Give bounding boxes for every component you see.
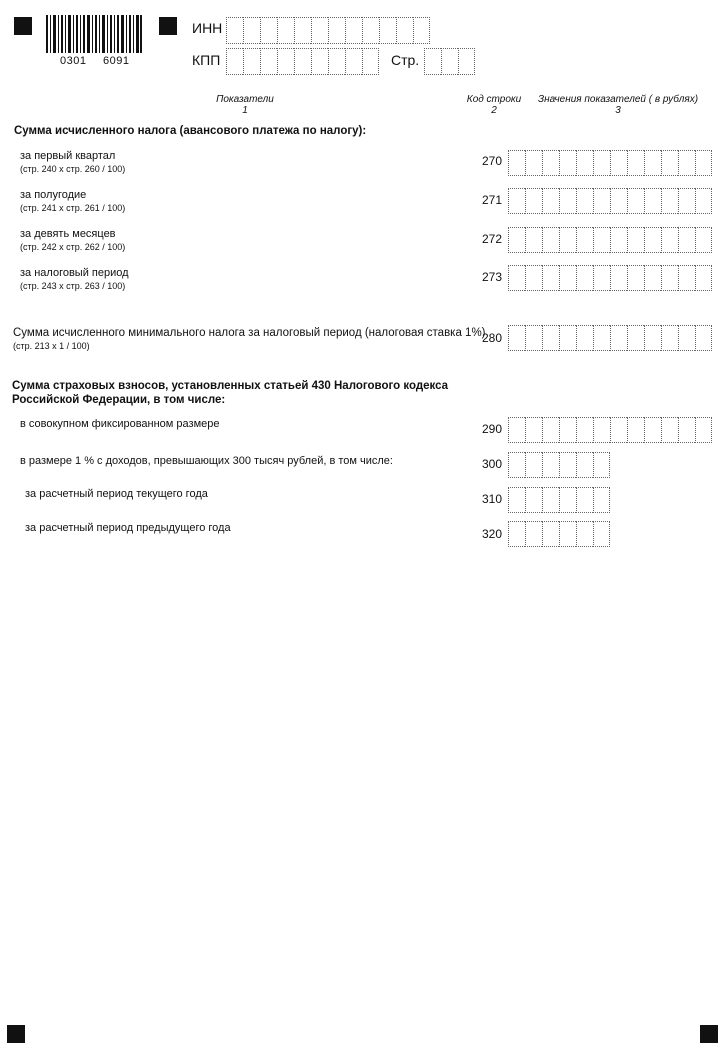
- value-field-290[interactable]: [508, 417, 712, 443]
- inn-field[interactable]: [226, 17, 430, 44]
- row-label-271: за полугодие (стр. 241 х стр. 261 / 100): [20, 189, 126, 213]
- corner-marker-bottom-left: [7, 1025, 25, 1043]
- kpp-label: КПП: [192, 52, 221, 68]
- row-code-271: 271: [482, 193, 503, 207]
- value-field-273[interactable]: [508, 265, 712, 291]
- row-code-310: 310: [482, 492, 503, 506]
- row-label-270: за первый квартал (стр. 240 х стр. 260 / 100): [20, 150, 126, 174]
- row-label-310: за расчетный период текущего года: [25, 488, 208, 500]
- value-field-300[interactable]: [508, 452, 610, 478]
- row-label-320: за расчетный период предыдущего года: [25, 522, 231, 534]
- row-label-290: в совокупном фиксированном размере: [20, 418, 220, 430]
- corner-marker-top-left: [14, 17, 32, 35]
- row-code-300: 300: [482, 457, 503, 471]
- row-label-280: Сумма исчисленного минимального налога за налоговый период (налоговая ставка 1%) (стр. 213 х 1 / 100): [13, 327, 486, 351]
- column-header-code: Код строки 2: [466, 94, 522, 116]
- row-code-272: 272: [482, 232, 503, 246]
- barcode-number-right: 6091: [103, 55, 130, 67]
- row-code-290: 290: [482, 422, 503, 436]
- row-label-272: за девять месяцев (стр. 242 х стр. 262 / 100): [20, 228, 126, 252]
- value-field-320[interactable]: [508, 521, 610, 547]
- page-number-field[interactable]: [424, 48, 475, 75]
- column-header-indicators: Показатели 1: [216, 94, 274, 116]
- row-code-270: 270: [482, 154, 503, 168]
- value-field-272[interactable]: [508, 227, 712, 253]
- section-title-tax: Сумма исчисленного налога (авансового платежа по налогу):: [14, 125, 367, 137]
- row-code-320: 320: [482, 527, 503, 541]
- section-title-contributions: Сумма страховых взносов, установленных статьей 430 Налогового кодекса Российской Федерации, в том числе:: [12, 380, 449, 406]
- value-field-280[interactable]: [508, 325, 712, 351]
- value-field-270[interactable]: [508, 150, 712, 176]
- value-field-271[interactable]: [508, 188, 712, 214]
- value-field-310[interactable]: [508, 487, 610, 513]
- corner-marker-bottom-right: [700, 1025, 718, 1043]
- row-code-273: 273: [482, 270, 503, 284]
- barcode: [46, 15, 142, 53]
- row-label-273: за налоговый период (стр. 243 х стр. 263 / 100): [20, 267, 129, 291]
- barcode-number-left: 0301: [60, 55, 87, 67]
- page-label: Стр.: [391, 52, 420, 68]
- row-label-300: в размере 1 % с доходов, превышающих 300 тысяч рублей, в том числе:: [20, 455, 393, 467]
- inn-label: ИНН: [192, 20, 223, 36]
- row-code-280: 280: [482, 331, 503, 345]
- column-header-values: Значения показателей ( в рублях) 3: [537, 94, 699, 116]
- corner-marker-top-right: [159, 17, 177, 35]
- kpp-field[interactable]: [226, 48, 379, 75]
